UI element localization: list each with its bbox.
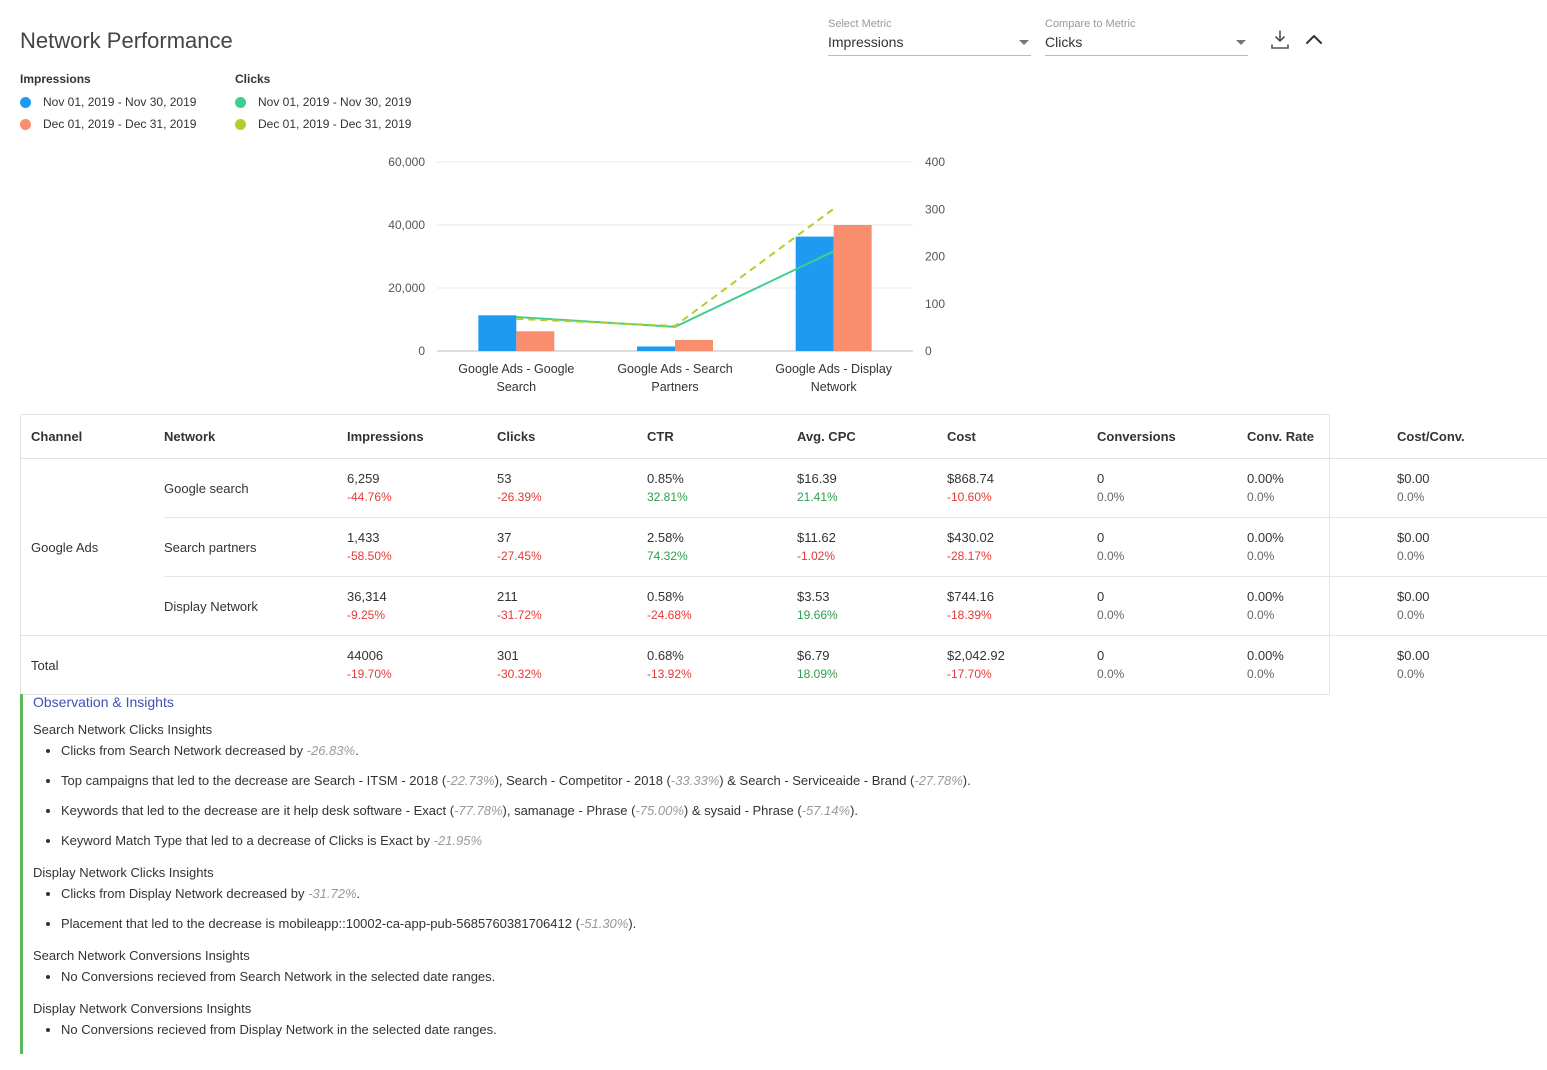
chevron-down-icon [1019, 40, 1029, 45]
cell-metric: $16.39 21.41% [797, 459, 947, 518]
insights-item: • Top campaigns that led to the decrease are Search - ITSM - 2018 (-22.73%), Search - Competitor - 2018 (-33.33%) & Search - Serviceaide - Brand (-27.78%). [61, 773, 1330, 789]
cell-total-network [164, 636, 347, 695]
chart-bar [516, 331, 554, 351]
chart-bar [478, 315, 516, 351]
legend-color-dot [20, 119, 31, 130]
insights-item: • No Conversions recieved from Search Network in the selected date ranges. [61, 969, 1330, 985]
insights-item: • Placement that led to the decrease is mobileapp::10002-ca-app-pub-5685760381706412 (-51.30%). [61, 916, 1330, 932]
cell-metric: 0.00% 0.0% [1247, 518, 1397, 577]
legend-item[interactable] [20, 95, 235, 109]
insights-item: • No Conversions recieved from Display Network in the selected date ranges. [61, 1022, 1330, 1038]
chart-bar [637, 346, 675, 351]
cell-metric: 53 -26.39% [497, 459, 647, 518]
cell-metric: 0 0.0% [1097, 459, 1247, 518]
cell-metric: $3.53 19.66% [797, 577, 947, 636]
cell-total-metric: 0 0.0% [1097, 648, 1125, 681]
cell-metric: $430.02 -28.17% [947, 518, 1097, 577]
x-axis-label: Google Ads - Search [617, 362, 733, 376]
chart-legend [20, 72, 450, 139]
col-header-conv-rate: Conv. Rate [1247, 415, 1397, 459]
cell-total-metric: $6.79 18.09% [797, 648, 838, 681]
chart-line [516, 209, 833, 326]
cell-metric: $0.00 0.0% [1397, 518, 1547, 577]
cell-metric: $0.00 0.0% [1397, 577, 1547, 636]
right-axis-tick: 300 [925, 202, 946, 217]
compare-metric-dropdown[interactable] [1045, 34, 1248, 56]
cell-metric: $868.74 -10.60% [947, 459, 1097, 518]
cell-metric: 0.85% 32.81% [647, 459, 797, 518]
col-header-network: Network [164, 415, 347, 459]
cell-metric: 2.58% 74.32% [647, 518, 797, 577]
chart-line [516, 251, 833, 327]
compare-metric-group [1045, 18, 1248, 56]
chevron-down-icon [1236, 40, 1246, 45]
network-performance-table [20, 414, 1465, 695]
cell-network: Search partners [164, 518, 347, 577]
col-header-cost: Cost [947, 415, 1097, 459]
left-axis-tick: 40,000 [388, 218, 425, 232]
insights-item: • Clicks from Search Network decreased by -26.83%. [61, 743, 1330, 759]
x-axis-label: Network [810, 380, 857, 394]
x-axis-label: Search [496, 380, 537, 394]
right-axis-tick: 0 [925, 344, 932, 358]
select-metric-dropdown[interactable] [828, 34, 1031, 56]
insights-list [33, 886, 1330, 932]
x-axis-label: Google Ads - Google [458, 362, 575, 376]
cell-metric: 6,259 -44.76% [347, 459, 497, 518]
legend-color-dot [235, 97, 246, 108]
insights-item: • Keywords that led to the decrease are it help desk software - Exact (-77.78%), samanage - Phrase (-75.00%) & sysaid - Phrase (-57.14%). [61, 803, 1330, 819]
chart-bar [675, 340, 713, 351]
legend-group-title: Impressions [20, 72, 91, 86]
cell-channel: Google Ads [21, 459, 164, 636]
legend-item[interactable] [235, 117, 450, 131]
legend-item[interactable] [235, 95, 450, 109]
legend-color-dot [235, 119, 246, 130]
select-metric-value: Impressions [828, 34, 904, 50]
insights-list [33, 1022, 1330, 1038]
legend-item-label: Nov 01, 2019 - Nov 30, 2019 [43, 95, 197, 109]
col-header-avg-cpc: Avg. CPC [797, 415, 947, 459]
x-axis-label: Google Ads - Display [775, 362, 893, 376]
panel-header [0, 0, 1350, 70]
select-metric-label: Select Metric [828, 18, 892, 30]
right-axis-tick: 200 [925, 249, 946, 264]
chart-canvas [0, 140, 1350, 405]
table-row [21, 459, 1547, 518]
legend-color-dot [20, 97, 31, 108]
table-row [21, 577, 1547, 636]
insights-section-heading: Display Network Clicks Insights [33, 865, 214, 880]
right-axis-tick: 400 [925, 155, 946, 169]
cell-metric: $0.00 0.0% [1397, 459, 1547, 518]
left-axis-tick: 0 [418, 344, 425, 358]
insights-list [33, 743, 1330, 849]
insights-item: • Keyword Match Type that led to a decrease of Clicks is Exact by -21.95% [61, 833, 1330, 849]
insights-item: • Clicks from Display Network decreased by -31.72%. [61, 886, 1330, 902]
chart-bar [834, 225, 872, 351]
cell-total-metric: 0.68% -13.92% [647, 648, 692, 681]
cell-total-metric: $0.00 0.0% [1397, 648, 1430, 681]
compare-metric-value: Clicks [1045, 34, 1083, 50]
col-header-channel: Channel [21, 415, 164, 459]
cell-metric: 1,433 -58.50% [347, 518, 497, 577]
insights-section-heading: Display Network Conversions Insights [33, 1001, 252, 1016]
download-icon[interactable] [1268, 28, 1296, 56]
combo-chart [0, 140, 1350, 405]
legend-group-impressions [20, 72, 235, 139]
table-header-row [21, 415, 1547, 459]
cell-metric: $744.16 -18.39% [947, 577, 1097, 636]
cell-total-metric: 0.00% 0.0% [1247, 648, 1284, 681]
cell-metric: 0.00% 0.0% [1247, 459, 1397, 518]
cell-metric: 37 -27.45% [497, 518, 647, 577]
insights-list [33, 969, 1330, 985]
cell-total-label: Total [31, 657, 59, 673]
legend-item-label: Nov 01, 2019 - Nov 30, 2019 [258, 95, 412, 109]
cell-metric: 0.58% -24.68% [647, 577, 797, 636]
col-header-cost-conv: Cost/Conv. [1397, 415, 1547, 459]
col-header-impressions: Impressions [347, 415, 497, 459]
cell-metric: 211 -31.72% [497, 577, 647, 636]
right-axis-tick: 100 [925, 296, 946, 311]
table-row [21, 518, 1547, 577]
compare-metric-label: Compare to Metric [1045, 18, 1136, 30]
x-axis-label: Partners [651, 380, 699, 394]
cell-network: Google search [164, 459, 347, 518]
insights-section-heading: Search Network Conversions Insights [33, 948, 250, 963]
legend-group-clicks [235, 72, 450, 139]
cell-metric: $11.62 -1.02% [797, 518, 947, 577]
legend-item-label: Dec 01, 2019 - Dec 31, 2019 [43, 117, 197, 131]
left-axis-tick: 20,000 [388, 281, 425, 295]
insights-section-heading: Search Network Clicks Insights [33, 722, 213, 737]
cell-total-metric: 44006 -19.70% [347, 648, 392, 681]
col-header-conversions: Conversions [1097, 415, 1247, 459]
cell-network: Display Network [164, 577, 347, 636]
col-header-ctr: CTR [647, 415, 797, 459]
header-controls [828, 18, 1330, 56]
chevron-up-icon[interactable] [1302, 28, 1330, 56]
insights-title: Observation & Insights [33, 694, 174, 710]
cell-metric: 0 0.0% [1097, 518, 1247, 577]
cell-metric: 36,314 -9.25% [347, 577, 497, 636]
legend-group-title: Clicks [235, 72, 271, 86]
select-metric-group [828, 18, 1031, 56]
left-axis-tick: 60,000 [388, 155, 425, 169]
table-total-row [21, 636, 1547, 695]
legend-item[interactable] [20, 117, 235, 131]
cell-total-metric: 301 -30.32% [497, 648, 542, 681]
legend-item-label: Dec 01, 2019 - Dec 31, 2019 [258, 117, 412, 131]
cell-metric: 0 0.0% [1097, 577, 1247, 636]
cell-metric: 0.00% 0.0% [1247, 577, 1397, 636]
observation-insights [20, 694, 1330, 1054]
cell-total-metric: $2,042.92 -17.70% [947, 648, 1005, 681]
col-header-clicks: Clicks [497, 415, 647, 459]
page-title: Network Performance [20, 28, 233, 53]
